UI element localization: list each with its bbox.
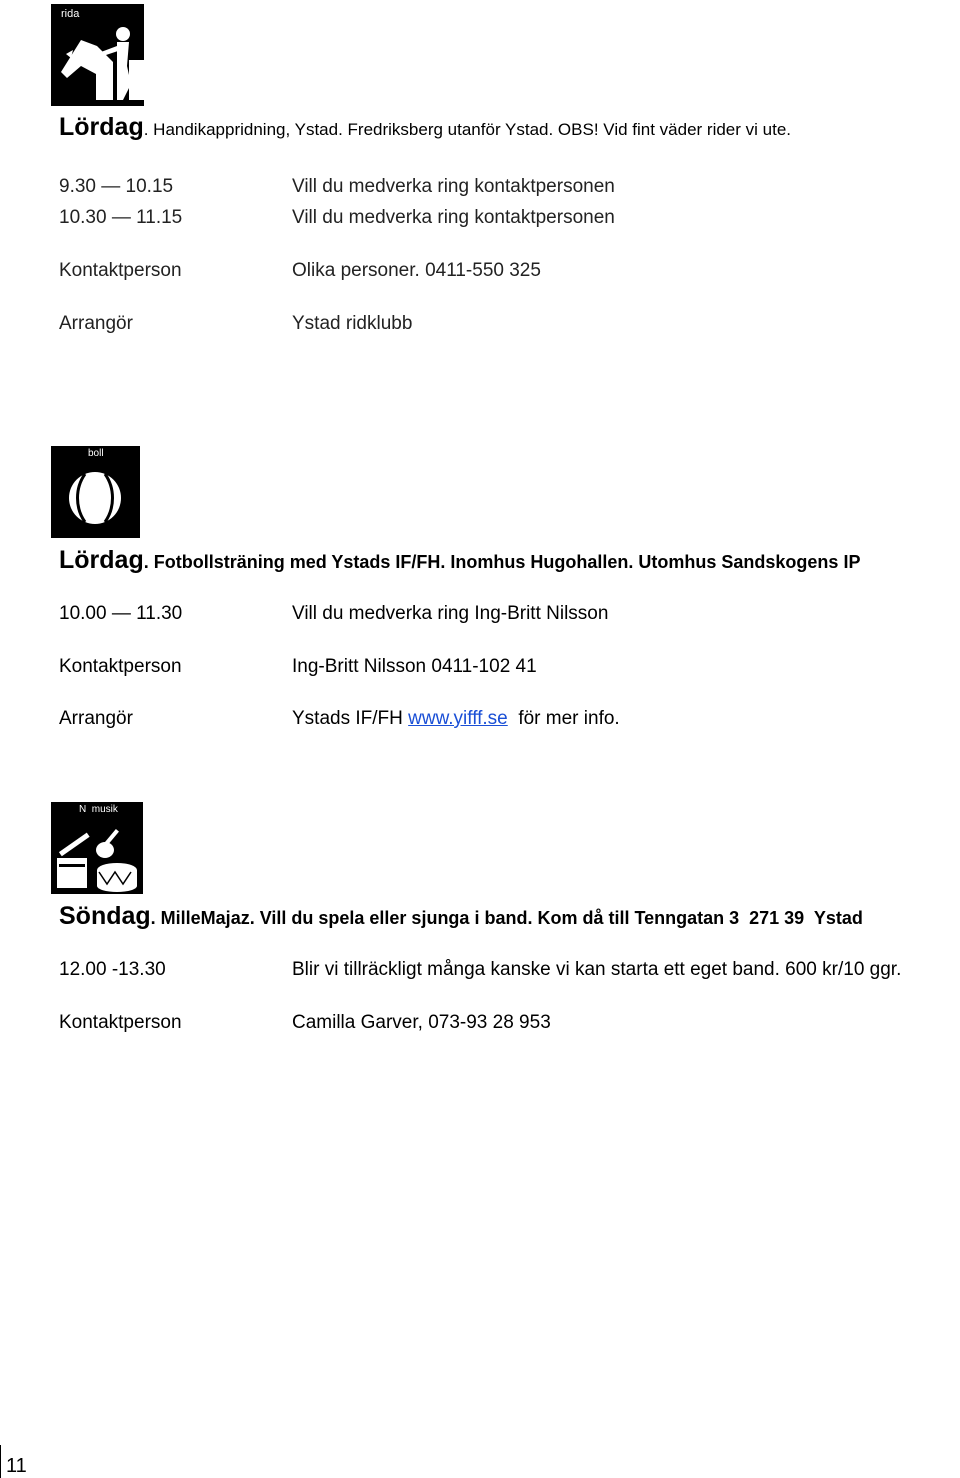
page-number: 11 <box>6 1455 27 1477</box>
heading-text: . Handikappridning, Ystad. Fredriksberg utanför Ystad. OBS! Vid fint väder rider vi ute. <box>143 120 792 139</box>
row-value: Vill du medverka ring kontaktpersonen <box>292 207 615 228</box>
row-value: Blir vi tillräckligt många kanske vi kan starta ett eget band. 600 kr/10 ggr. <box>292 959 902 980</box>
contact-label: Kontaktperson <box>59 260 182 281</box>
section-heading <box>59 902 863 931</box>
section-heading <box>59 113 791 142</box>
footer-rule <box>0 1445 1 1478</box>
time-label: 12.00 -13.30 <box>59 959 166 980</box>
time-label: 10.00 — 11.30 <box>59 603 183 624</box>
time-label: 9.30 — 10.15 <box>59 176 174 197</box>
website-link[interactable]: www.yifff.se <box>408 708 508 729</box>
organizer-name: Ystads IF/FH <box>292 708 409 729</box>
section-heading <box>59 546 860 575</box>
icon-label: N musik <box>79 804 118 815</box>
time-label: 10.30 — 11.15 <box>59 207 183 228</box>
row-value: Vill du medverka ring kontaktpersonen <box>292 176 615 197</box>
day-label: Söndag <box>59 902 151 930</box>
contact-label: Kontaktperson <box>59 1012 182 1033</box>
organizer-label: Arrangör <box>59 708 133 729</box>
organizer-info: för mer info. <box>507 708 620 729</box>
heading-text: . Fotbollsträning med Ystads IF/FH. Inomhus Hugohallen. Utomhus Sandskogens IP <box>143 552 861 572</box>
icon-label: rida <box>61 8 80 20</box>
contact-value: Olika personer. 0411-550 325 <box>292 260 541 281</box>
day-label: Lördag <box>59 113 144 141</box>
horse-rider-icon <box>51 4 144 106</box>
contact-value: Ing-Britt Nilsson 0411-102 41 <box>292 656 537 677</box>
music-instruments-icon <box>51 802 143 894</box>
contact-value: Camilla Garver, 073-93 28 953 <box>292 1012 551 1033</box>
organizer-value: Ystad ridklubb <box>292 313 413 334</box>
row-value: Vill du medverka ring Ing-Britt Nilsson <box>292 603 609 624</box>
heading-text: . MilleMajaz. Vill du spela eller sjunga i band. Kom då till Tenngatan 3 271 39 Ystad <box>150 908 863 928</box>
icon-label: boll <box>88 448 104 459</box>
organizer-value <box>292 708 620 730</box>
contact-label: Kontaktperson <box>59 656 182 677</box>
ball-icon <box>51 446 140 538</box>
day-label: Lördag <box>59 546 144 574</box>
organizer-label: Arrangör <box>59 313 133 334</box>
